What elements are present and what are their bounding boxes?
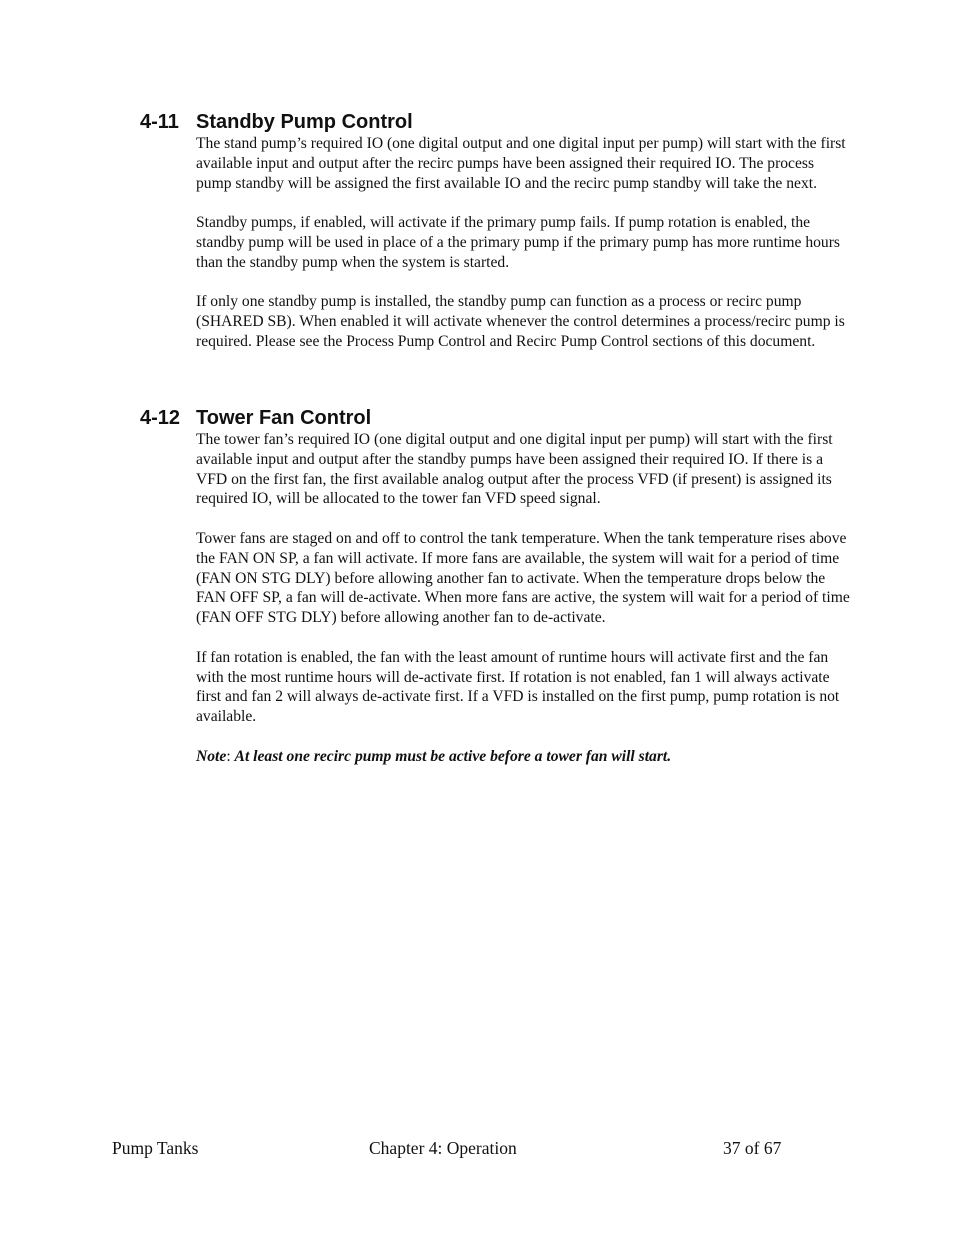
paragraph: If fan rotation is enabled, the fan with the least amount of runtime hours will activate first and the fan with the most runtime hours will de-activate first. If rotation is not enabled, fan 1 will always activate first and fan 2 will always de-activate first. If a VFD is installed on the first pump, pump rotation is not available.	[196, 648, 840, 726]
section-body	[196, 134, 850, 352]
section-tower-fan-control	[140, 406, 850, 767]
paragraph: Standby pumps, if enabled, will activate if the primary pump fails. If pump rotation is enabled, the standby pump will be used in place of a the primary pump if the primary pump has more runtime hours than the standby pump when the system is started.	[196, 214, 840, 271]
note-label: Note	[196, 747, 227, 765]
note-separator: :	[226, 747, 235, 765]
section-number: 4-11	[140, 111, 179, 133]
footer-document-title: Pump Tanks	[112, 1138, 199, 1158]
paragraph: Tower fans are staged on and off to control the tank temperature. When the tank temperature rises above the FAN ON SP, a fan will activate. If more fans are available, the system will wait for a period of time (FAN ON STG DLY) before allowing another fan to activate. When the temperature drops below the FAN OFF SP, a fan will de-activate. When more fans are active, the system will wait for a period of time (FAN OFF STG DLY) before allowing another fan to de-activate.	[196, 529, 850, 627]
paragraph: If only one standby pump is installed, the standby pump can function as a process or recirc pump (SHARED SB). When enabled it will activate whenever the control determines a process/recirc pump is required. Please see the Process Pump Control and Recirc Pump Control sections of this document.	[196, 293, 845, 350]
section-title: Tower Fan Control	[196, 407, 372, 429]
note-text: At least one recirc pump must be active before a tower fan will start.	[234, 747, 672, 765]
paragraph: The stand pump’s required IO (one digital output and one digital input per pump) will start with the first available input and output after the recirc pumps have been assigned their required IO. The process pump standby will be assigned the first available IO and the recirc pump standby will take the next.	[196, 135, 846, 192]
paragraph: The tower fan’s required IO (one digital output and one digital input per pump) will start with the first available input and output after the standby pumps have been assigned their required IO. If there is a VFD on the first fan, the first available analog output after the process VFD (if present) is assigned its required IO, will be allocated to the tower fan VFD speed signal.	[196, 431, 833, 508]
footer-page-number: 37 of 67	[723, 1138, 782, 1158]
section-heading	[140, 406, 850, 430]
footer-chapter: Chapter 4: Operation	[369, 1138, 517, 1158]
section-standby-pump-control	[140, 110, 850, 352]
section-title: Standby Pump Control	[196, 111, 413, 133]
section-heading	[140, 110, 850, 134]
note	[196, 747, 850, 767]
section-number: 4-12	[140, 407, 181, 429]
section-body	[196, 430, 850, 767]
